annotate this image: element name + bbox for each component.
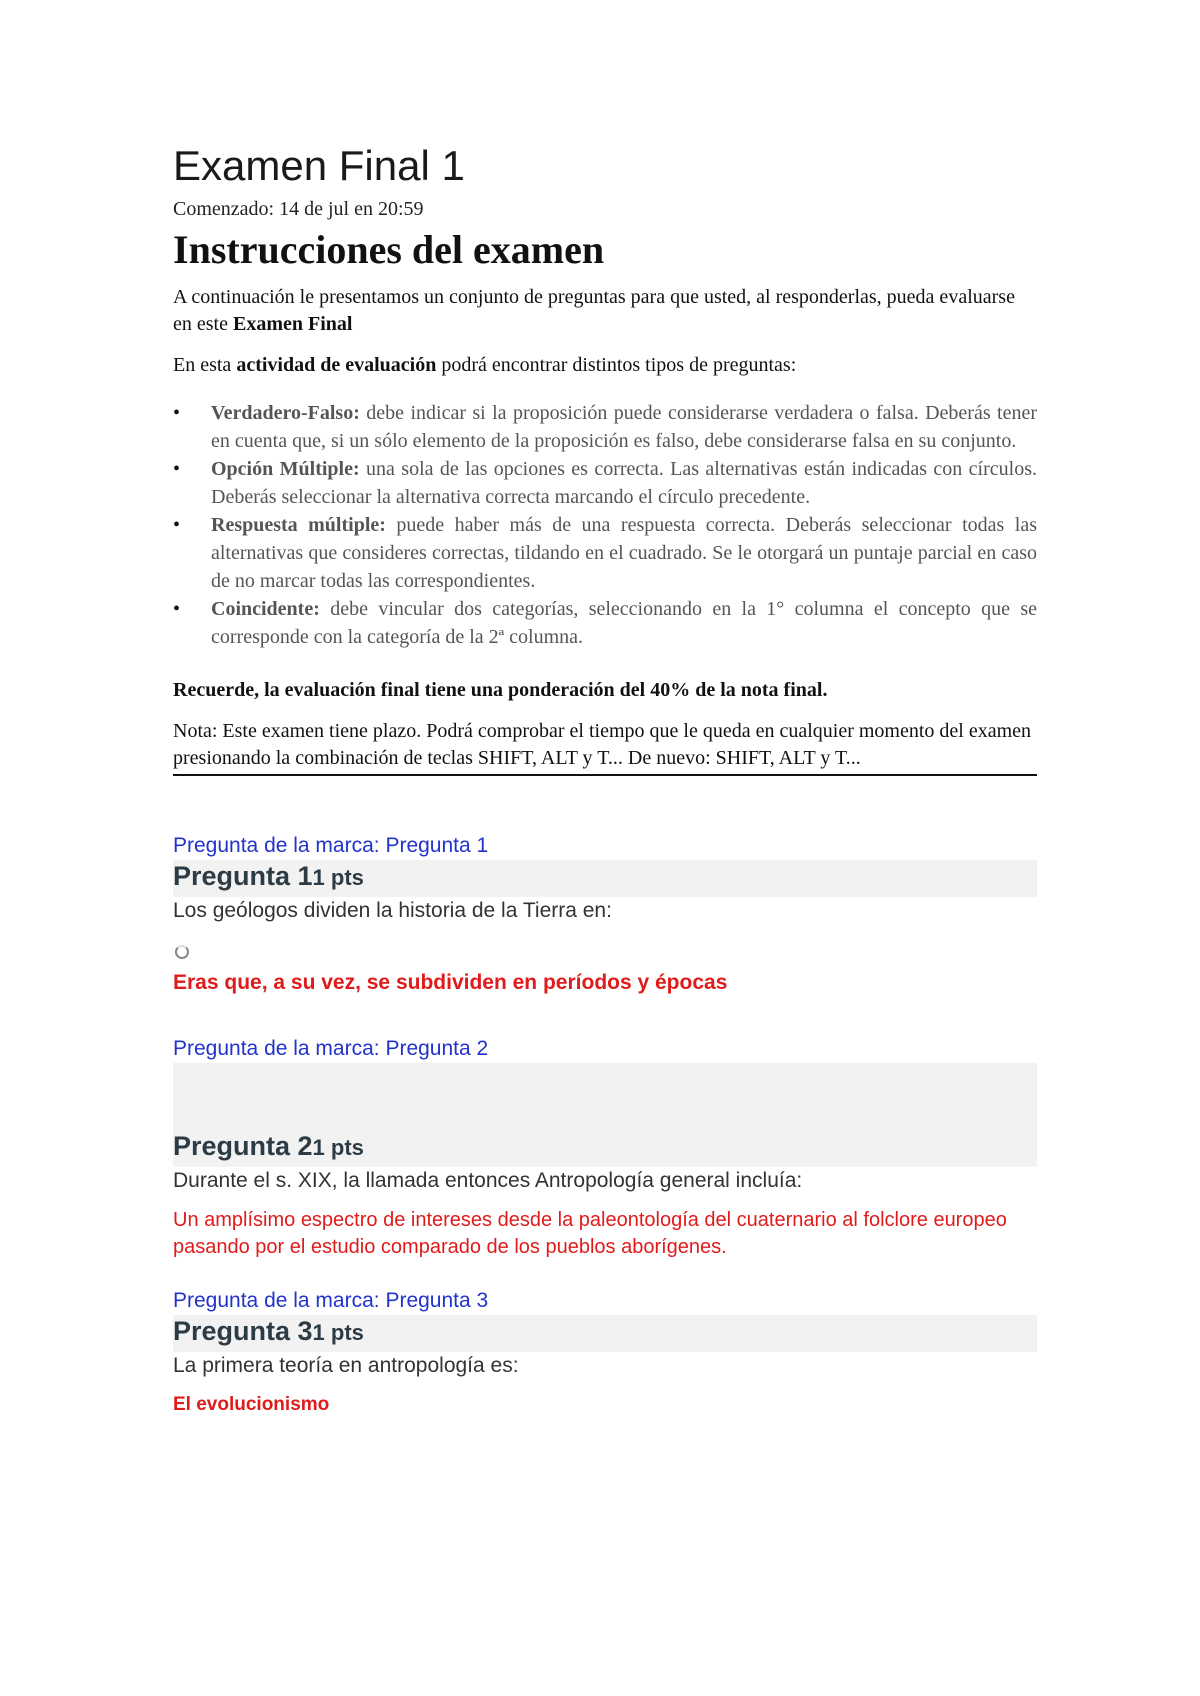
answer-option bbox=[173, 945, 1037, 961]
question-header-3 bbox=[173, 1315, 1037, 1352]
question-3 bbox=[173, 1287, 1037, 1418]
flag-question-link-1[interactable]: Pregunta de la marca: Pregunta 1 bbox=[173, 834, 489, 857]
bullet-icon: • bbox=[173, 598, 181, 620]
question-header-1 bbox=[173, 860, 1037, 897]
instructions-intro bbox=[173, 284, 1037, 338]
bullet-icon: • bbox=[173, 402, 181, 424]
list-item bbox=[173, 595, 1037, 651]
list-item bbox=[173, 399, 1037, 455]
question-points: 1 pts bbox=[312, 865, 364, 890]
type-text: debe vincular dos categorías, seleccionando en la 1° columna el concepto que se corresponde con la categoría de la 2ª columna. bbox=[211, 598, 1037, 648]
question-header-2 bbox=[173, 1063, 1037, 1167]
weighting-reminder: Recuerde, la evaluación final tiene una ponderación del 40% de la nota final. bbox=[173, 679, 828, 701]
flag-question-link-2[interactable]: Pregunta de la marca: Pregunta 2 bbox=[173, 1037, 489, 1060]
question-title: Pregunta 3 bbox=[173, 1316, 313, 1346]
started-timestamp: Comenzado: 14 de jul en 20:59 bbox=[173, 198, 424, 220]
bullet-icon: • bbox=[173, 458, 181, 480]
type-text: puede haber más de una respuesta correcta. Deberás seleccionar todas las alternativas que consideres correctas, tildando en el cuadrado. Se le otorgará un puntaje parcial en caso de no marcar todas las correspondientes. bbox=[211, 514, 1037, 592]
question-text: Durante el s. XIX, la llamada entonces Antropología general incluía: bbox=[173, 1169, 803, 1192]
radio-button[interactable] bbox=[175, 945, 189, 959]
type-term: Respuesta múltiple: bbox=[211, 514, 386, 536]
intro-text: A continuación le presentamos un conjunto de preguntas para que usted, al responderlas, pueda evaluarse en este bbox=[173, 286, 1015, 335]
time-limit-note: Nota: Este examen tiene plazo. Podrá comprobar el tiempo que le queda en cualquier momento del examen presionando la combinación de teclas SHIFT, ALT y T... De nuevo: SHIFT, ALT y T... bbox=[173, 718, 1037, 776]
activity-text bbox=[173, 352, 1037, 379]
list-item bbox=[173, 511, 1037, 595]
exam-page bbox=[173, 140, 1037, 1418]
activity-pre: En esta bbox=[173, 354, 237, 376]
activity-post: podrá encontrar distintos tipos de preguntas: bbox=[436, 354, 797, 376]
type-term: Opción Múltiple: bbox=[211, 458, 360, 480]
question-points: 1 pts bbox=[312, 1320, 364, 1345]
question-title: Pregunta 1 bbox=[173, 861, 313, 891]
selected-answer: El evolucionismo bbox=[173, 1394, 330, 1415]
bullet-icon: • bbox=[173, 514, 181, 536]
question-text: La primera teoría en antropología es: bbox=[173, 1354, 519, 1377]
intro-bold: Examen Final bbox=[232, 313, 353, 335]
instructions-heading: Instrucciones del examen bbox=[173, 227, 605, 272]
question-types-list bbox=[173, 399, 1037, 651]
flag-question-link-3[interactable]: Pregunta de la marca: Pregunta 3 bbox=[173, 1289, 489, 1312]
question-text: Los geólogos dividen la historia de la Tierra en: bbox=[173, 899, 612, 922]
page-title: Examen Final 1 bbox=[173, 142, 465, 189]
activity-bold: actividad de evaluación bbox=[236, 354, 437, 376]
selected-answer: Un amplísimo espectro de intereses desde la paleontología del cuaternario al folclore europeo pasando por el estudio comparado de los pueblos aborígenes. bbox=[173, 1209, 1007, 1258]
type-term: Coincidente: bbox=[211, 598, 320, 620]
question-1 bbox=[173, 832, 1037, 997]
selected-answer: Eras que, a su vez, se subdividen en períodos y épocas bbox=[173, 971, 728, 994]
type-text: debe indicar si la proposición puede considerarse verdadera o falsa. Deberás tener en cuenta que, si un sólo elemento de la proposición es falso, debe considerarse falsa en su conjunto. bbox=[211, 402, 1037, 452]
question-header-label bbox=[173, 1130, 364, 1167]
question-points: 1 pts bbox=[312, 1135, 364, 1160]
list-item bbox=[173, 455, 1037, 511]
type-term: Verdadero-Falso: bbox=[211, 402, 360, 424]
type-text: una sola de las opciones es correcta. Las alternativas están indicadas con círculos. Deberás seleccionar la alternativa correcta marcando el círculo precedente. bbox=[211, 458, 1037, 508]
question-2 bbox=[173, 1035, 1037, 1261]
question-title: Pregunta 2 bbox=[173, 1131, 313, 1161]
